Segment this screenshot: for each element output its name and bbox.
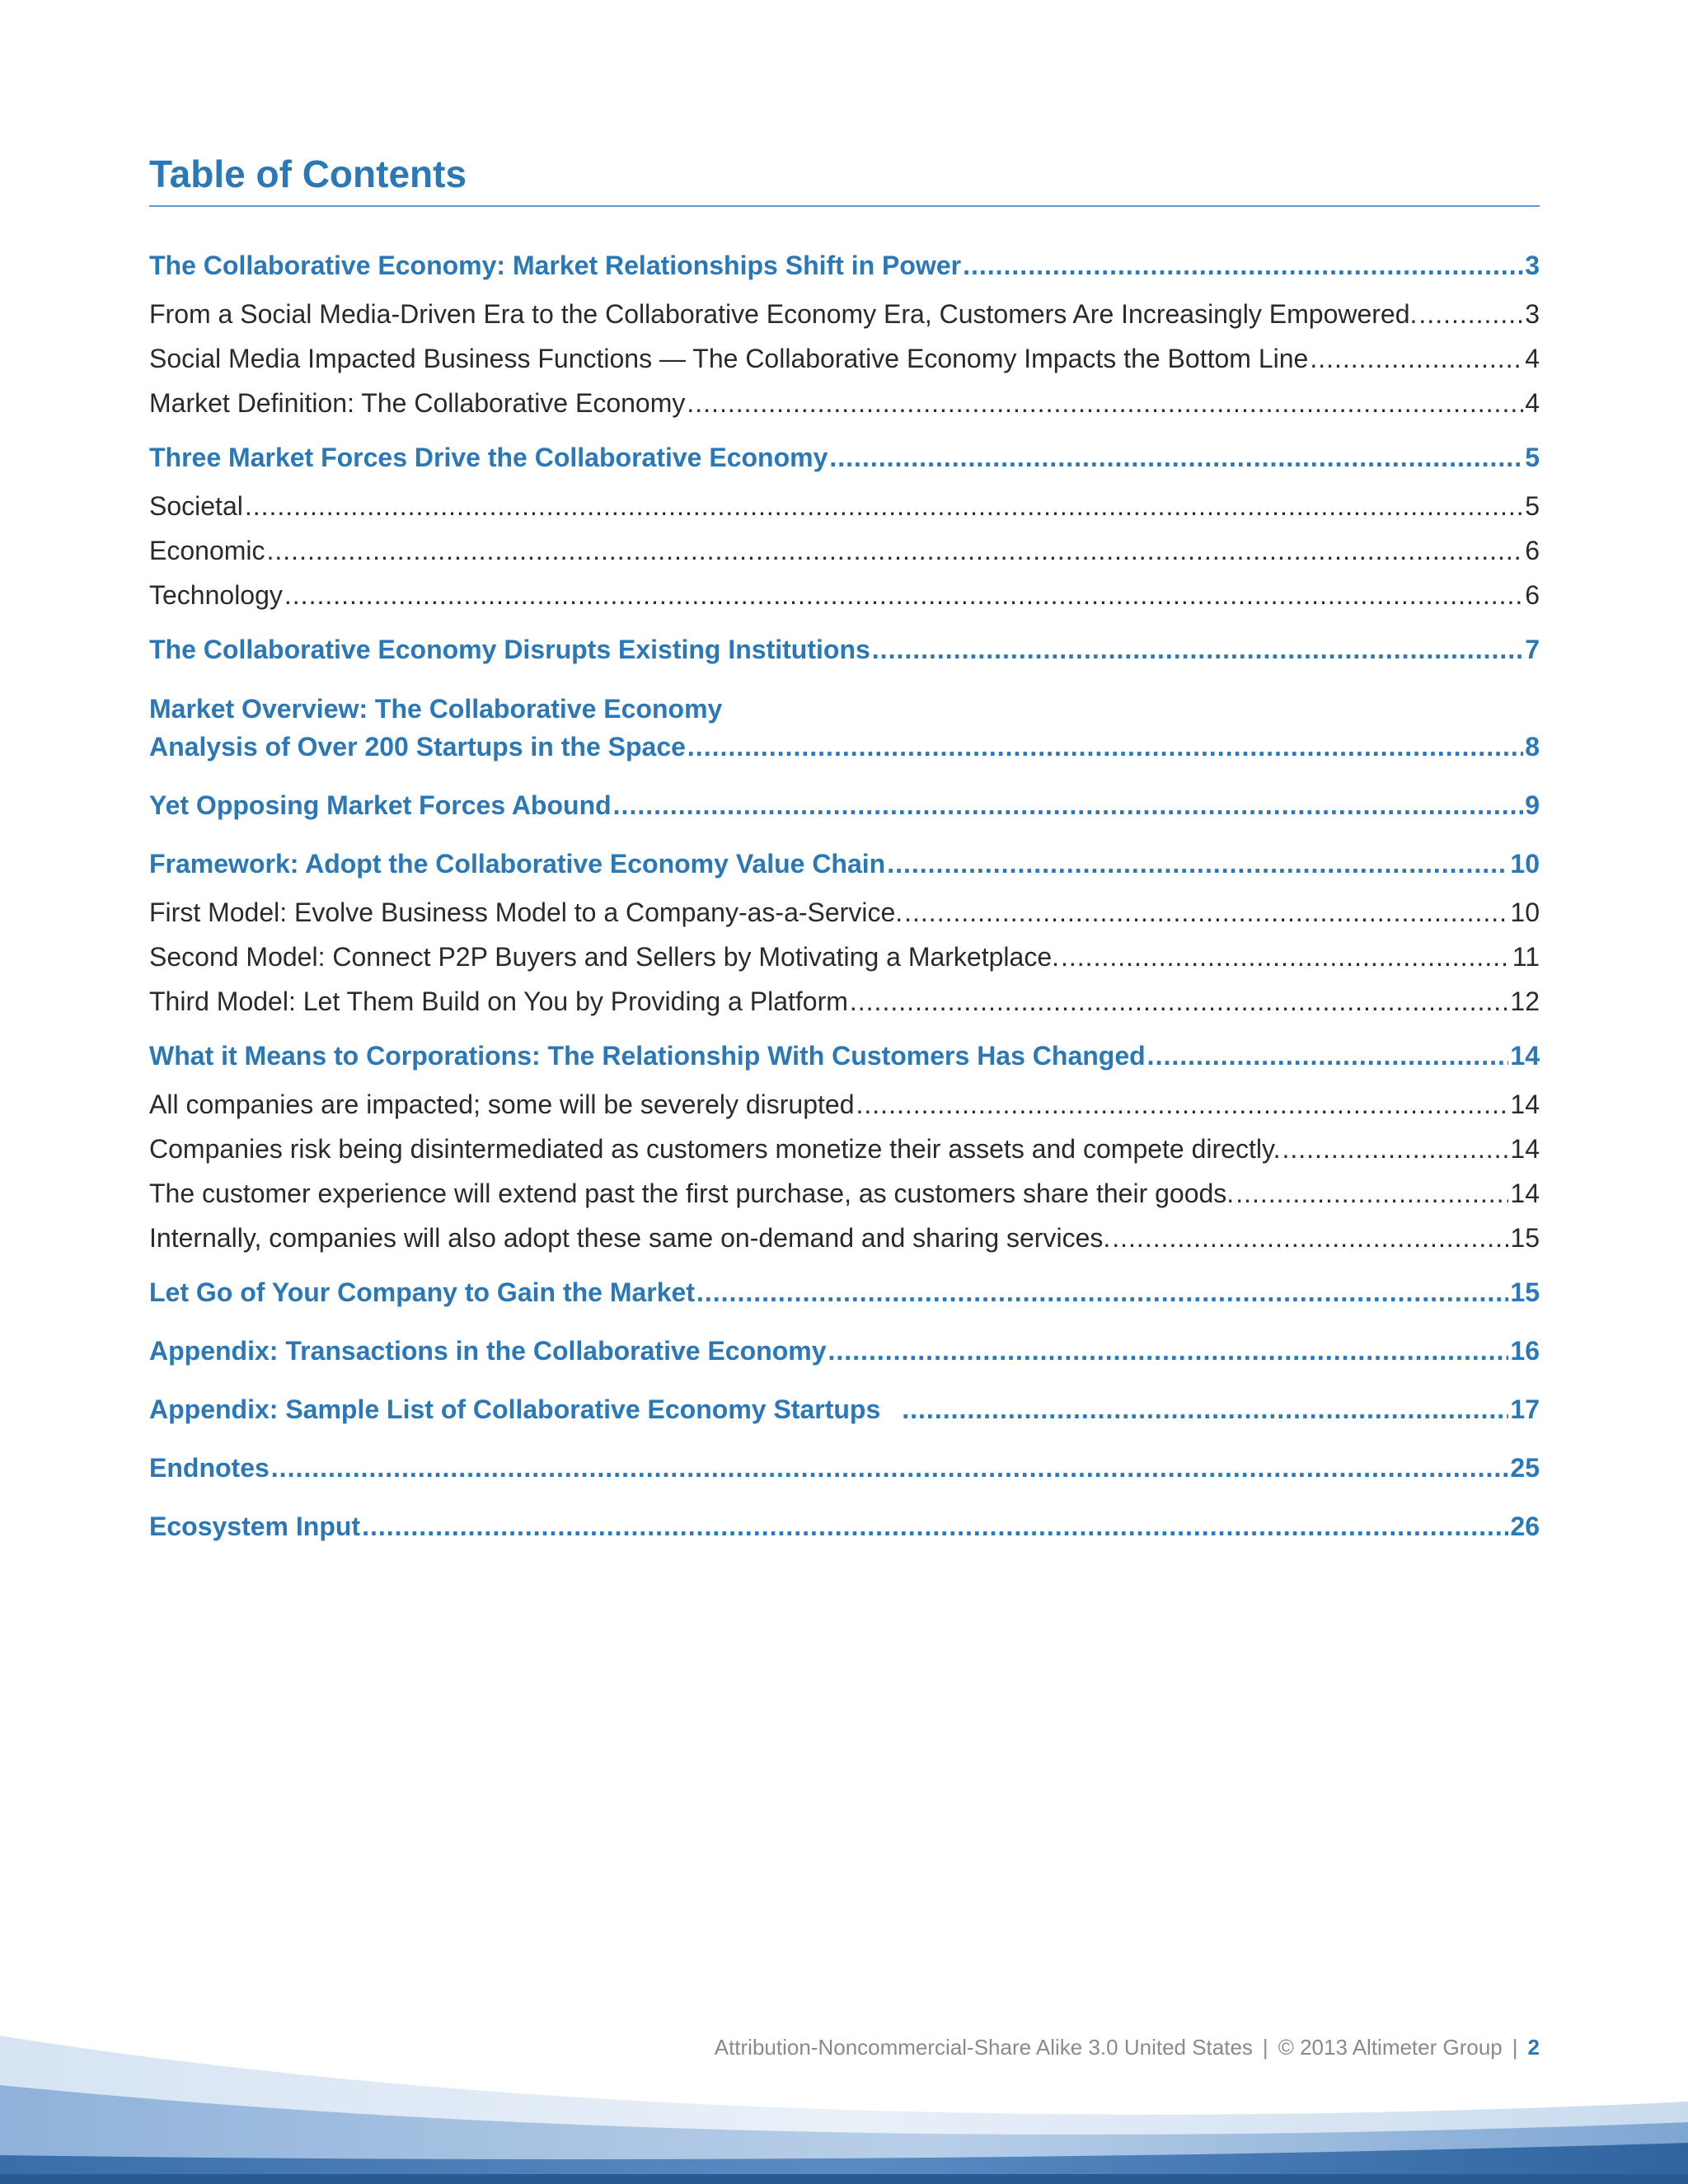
toc-entry[interactable]: [149, 844, 1540, 883]
toc-entry[interactable]: [149, 630, 1540, 669]
footer-separator: |: [1262, 2035, 1268, 2060]
toc-entry-title: Endnotes: [149, 1453, 270, 1483]
dot-leader: [829, 438, 1523, 477]
toc-entry-title: Third Model: Let Them Build on You by Providing a Platform: [149, 987, 848, 1016]
dot-leader: [872, 630, 1523, 669]
footer-separator: |: [1512, 2035, 1518, 2060]
toc-entry-title: Three Market Forces Drive the Collaborative Economy: [149, 443, 828, 472]
toc-entry-page: 11: [1512, 942, 1540, 972]
toc-entry-page: 14: [1510, 1179, 1540, 1208]
toc-entry-page: 15: [1510, 1277, 1540, 1307]
toc-entry-page: 12: [1510, 987, 1540, 1016]
toc-entry-title: Yet Opposing Market Forces Abound: [149, 790, 612, 820]
toc-entry-title: Companies risk being disintermediated as customers monetize their assets and compete directly.: [149, 1134, 1281, 1164]
toc-entry[interactable]: [149, 1507, 1540, 1546]
dot-leader: [613, 785, 1524, 825]
toc-entry-title: Let Go of Your Company to Gain the Market: [149, 1277, 695, 1307]
toc-entry[interactable]: [149, 383, 1540, 423]
toc-entry-title: Second Model: Connect P2P Buyers and Sellers by Motivating a Marketplace.: [149, 942, 1059, 972]
dot-leader: [1310, 339, 1523, 378]
toc-entry-page: 14: [1510, 1134, 1540, 1164]
toc-entry-title: The Collaborative Economy: Market Relationships Shift in Power: [149, 251, 962, 280]
toc-entry[interactable]: [149, 1331, 1540, 1371]
dot-leader: [1282, 1129, 1508, 1169]
toc-entry-title: Internally, companies will also adopt these same on-demand and sharing services.: [149, 1223, 1111, 1253]
toc-entry-title: Social Media Impacted Business Functions — The Collaborative Economy Impacts the Bottom Line: [149, 344, 1309, 373]
toc-entry-page: 5: [1525, 491, 1540, 521]
toc-entry-page: 25: [1510, 1453, 1540, 1483]
toc-entry-title: All companies are impacted; some will be severely disrupted: [149, 1090, 855, 1119]
toc-entry-page: 26: [1510, 1511, 1540, 1541]
dot-leader: [902, 1390, 1508, 1429]
dot-leader: [963, 246, 1523, 285]
license-text: Attribution-Noncommercial-Share Alike 3.0 United States: [714, 2035, 1253, 2060]
toc-list: [149, 0, 1540, 1566]
toc-entry-title: Economic: [149, 536, 265, 565]
page-title: Table of Contents: [149, 152, 467, 195]
footer-wave-decoration: [0, 2011, 1688, 2184]
dot-leader: [887, 844, 1508, 883]
toc-entry-page: 16: [1510, 1336, 1540, 1366]
dot-leader: [1236, 1174, 1508, 1213]
toc-entry-title: Societal: [149, 491, 243, 521]
toc-entry-page: 14: [1510, 1090, 1540, 1119]
toc-entry[interactable]: [149, 438, 1540, 477]
dot-leader: [1061, 937, 1511, 977]
toc-entry-page: 4: [1525, 344, 1540, 373]
toc-entry-page: 8: [1525, 732, 1540, 762]
dot-leader: [696, 1272, 1508, 1312]
toc-entry[interactable]: [149, 246, 1540, 285]
dot-leader: [856, 1085, 1509, 1124]
toc-entry[interactable]: [149, 937, 1540, 977]
dot-leader: [284, 575, 1523, 615]
toc-entry-title: Ecosystem Input: [149, 1511, 361, 1541]
dot-leader: [362, 1507, 1508, 1546]
page-number: 2: [1527, 2035, 1540, 2060]
toc-entry-title: Appendix: Transactions in the Collaborative Economy: [149, 1336, 827, 1366]
copyright-text: © 2013 Altimeter Group: [1278, 2035, 1503, 2060]
toc-entry-title: Technology: [149, 580, 283, 610]
dot-leader: [687, 383, 1523, 423]
dot-leader: [245, 486, 1523, 526]
toc-entry[interactable]: [149, 1448, 1540, 1488]
toc-entry-page: 14: [1510, 1041, 1540, 1071]
dot-leader: [271, 1448, 1509, 1488]
toc-entry-title: Market Definition: The Collaborative Economy: [149, 388, 686, 418]
toc-entry-page: 10: [1510, 898, 1540, 927]
toc-entry-title: The customer experience will extend past the first purchase, as customers share their goods.: [149, 1179, 1235, 1208]
toc-entry[interactable]: [149, 1272, 1540, 1312]
toc-entry[interactable]: [149, 785, 1540, 825]
toc-entry[interactable]: [149, 1390, 1540, 1429]
toc-entry-title: What it Means to Corporations: The Relationship With Customers Has Changed: [149, 1041, 1146, 1071]
toc-entry[interactable]: [149, 893, 1540, 932]
toc-entry-page: 3: [1525, 299, 1540, 329]
toc-entry-page: 9: [1525, 790, 1540, 820]
toc-entry-title-line1: Market Overview: The Collaborative Economy: [149, 694, 723, 724]
toc-entry[interactable]: [149, 1085, 1540, 1124]
toc-entry[interactable]: [149, 339, 1540, 378]
toc-entry-page: 6: [1525, 536, 1540, 565]
dot-leader: [828, 1331, 1508, 1371]
toc-entry-page: 3: [1525, 251, 1540, 280]
toc-entry-page: 10: [1510, 849, 1540, 879]
dot-leader: [1418, 294, 1523, 334]
toc-entry-title: Appendix: Sample List of Collaborative Economy Startups: [149, 1394, 881, 1424]
toc-entry-page: 4: [1525, 388, 1540, 418]
dot-leader: [904, 893, 1508, 932]
toc-entry-page: 6: [1525, 580, 1540, 610]
toc-entry-title: The Collaborative Economy Disrupts Existing Institutions: [149, 635, 870, 664]
toc-entry[interactable]: [149, 486, 1540, 526]
dot-leader: [1112, 1218, 1508, 1258]
toc-entry[interactable]: [149, 1218, 1540, 1258]
toc-entry-page: 5: [1525, 443, 1540, 472]
toc-entry[interactable]: [149, 1036, 1540, 1076]
toc-entry[interactable]: [149, 575, 1540, 615]
toc-entry-title: From a Social Media-Driven Era to the Collaborative Economy Era, Customers Are Increasingly Empowered.: [149, 299, 1418, 329]
toc-entry-title: Analysis of Over 200 Startups in the Space: [149, 732, 686, 762]
toc-entry[interactable]: [149, 531, 1540, 570]
toc-entry[interactable]: [149, 982, 1540, 1021]
toc-entry-title: First Model: Evolve Business Model to a Company-as-a-Service.: [149, 898, 903, 927]
toc-entry[interactable]: [149, 1129, 1540, 1169]
toc-entry-page: 7: [1525, 635, 1540, 664]
dot-leader: [267, 531, 1524, 570]
toc-entry-page: 15: [1510, 1223, 1540, 1253]
toc-entry[interactable]: [149, 294, 1540, 334]
dot-leader: [1147, 1036, 1509, 1076]
toc-entry-title: Framework: Adopt the Collaborative Economy Value Chain: [149, 849, 886, 879]
toc-entry[interactable]: [149, 1174, 1540, 1213]
dot-leader: [687, 727, 1523, 766]
toc-entry-page: 17: [1510, 1394, 1540, 1424]
dot-leader: [850, 982, 1509, 1021]
toc-entry[interactable]: [149, 694, 1540, 766]
